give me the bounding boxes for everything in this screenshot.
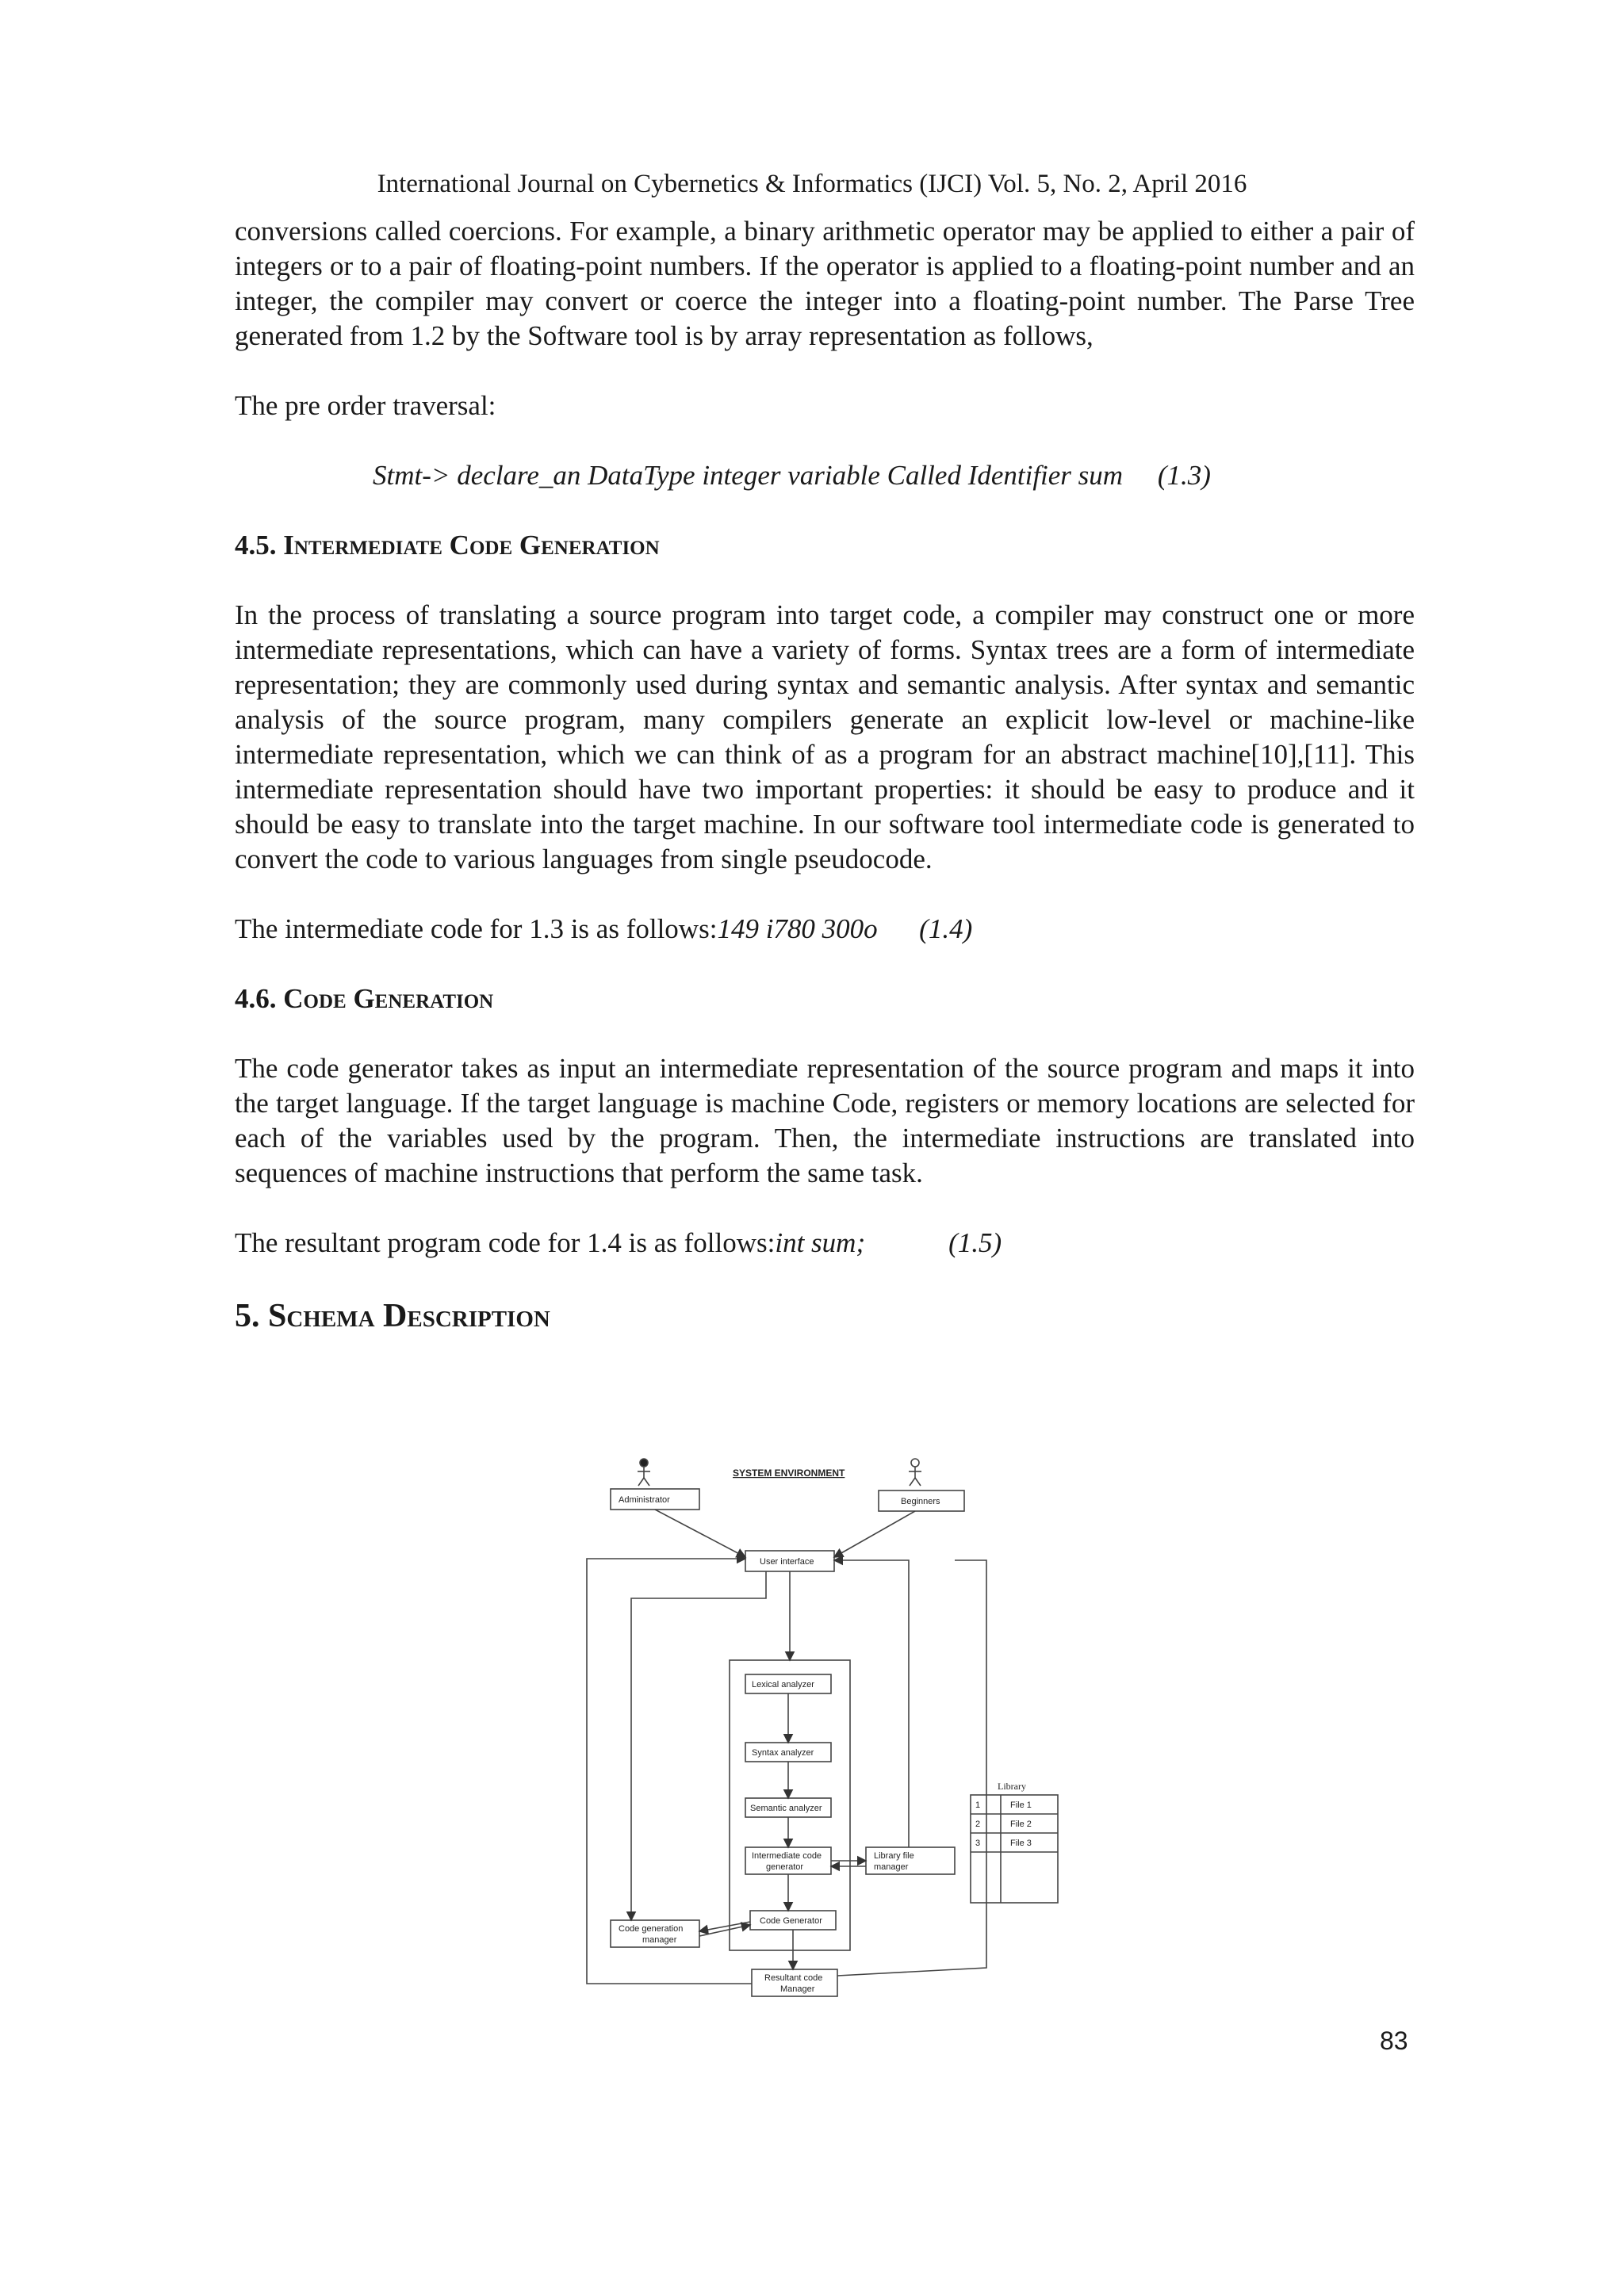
- library-file-manager-label-2: manager: [874, 1862, 909, 1872]
- library-row-2-num: 2: [975, 1820, 981, 1829]
- paragraph-intermediate: In the process of translating a source program into target code, a compiler may construct one or more intermediate representations, which can have a variety of forms. Syntax trees are a form of intermediate representation; they are commonly used during syntax and semantic analysis. After syntax and semantic analysis of the source program, many compilers generate an explicit low-level or machine-like intermediate representation, which we can think of as a program for an abstract machine[10],[11]. This intermediate representation should have two important properties: it should be easy to produce and it should be easy to translate into the target machine. In our software tool intermediate code is generated to convert the code to various languages from single pseudocode.: [235, 599, 1415, 874]
- equation-1-3-number: (1.3): [1157, 460, 1211, 491]
- journal-header: International Journal on Cybernetics & Informatics (IJCI) Vol. 5, No. 2, April 2016: [377, 170, 1247, 198]
- system-environment-diagram: [579, 1452, 1071, 1999]
- paragraph-resultant-code: [235, 1226, 1415, 1261]
- lexical-analyzer-label: Lexical analyzer: [752, 1680, 814, 1689]
- paragraph-preorder: The pre order traversal:: [235, 390, 496, 421]
- diagram-title: SYSTEM ENVIRONMENT: [733, 1468, 845, 1479]
- beginners-actor-icon: [909, 1459, 921, 1486]
- code-generator-label: Code Generator: [760, 1916, 822, 1926]
- resultant-code-label-2: Manager: [780, 1984, 815, 1994]
- section-heading-4-6: 4.6. Code Generation: [235, 983, 494, 1014]
- library-row-1-file: File 1: [1010, 1800, 1032, 1810]
- page-number: 83: [1380, 2026, 1408, 2055]
- equation-1-4-number: (1.4): [919, 913, 973, 944]
- equation-1-5-number: (1.5): [948, 1227, 1002, 1258]
- equation-1-3: [235, 458, 1415, 493]
- library-row-1-num: 1: [975, 1800, 981, 1810]
- page-content: [235, 214, 1415, 1337]
- library-row-2-file: File 2: [1010, 1820, 1032, 1829]
- library-row-3-num: 3: [975, 1839, 981, 1848]
- beginners-label: Beginners: [901, 1497, 940, 1506]
- intermediate-code-value: 149 i780 300o: [717, 913, 878, 944]
- user-interface-label: User interface: [760, 1557, 814, 1567]
- paragraph-intermediate-code: [235, 912, 1415, 947]
- administrator-actor-icon: [638, 1459, 650, 1486]
- code-generation-manager-label-1: Code generation: [619, 1924, 684, 1934]
- library-row-3-file: File 3: [1010, 1839, 1032, 1848]
- paragraph-coercions: conversions called coercions. For example, a binary arithmetic operator may be applied to either a pair of integers or to a pair of floating-point numbers. If the operator is applied to a floating-point number and an integer, the compiler may convert or coerce the integer into a floating-point number. The Parse Tree generated from 1.2 by the Software tool is by array representation as follows,: [235, 216, 1415, 351]
- code-generation-manager-label-2: manager: [642, 1935, 677, 1945]
- intermediate-code-label-2: generator: [766, 1862, 804, 1872]
- diagram-svg: [579, 1452, 1071, 1999]
- resultant-code-value: int sum;: [775, 1227, 866, 1258]
- semantic-analyzer-label: Semantic analyzer: [750, 1804, 822, 1813]
- paragraph-code-generation: The code generator takes as input an intermediate representation of the source program and maps it into the target language. If the target language is machine Code, registers or memory locations are selected for each of the variables used by the program. Then, the intermediate instructions are translated into sequences of machine instructions that perform the same task.: [235, 1053, 1415, 1188]
- section-heading-5: 5. Schema Description: [235, 1298, 550, 1334]
- section-heading-4-5: 4.5. Intermediate Code Generation: [235, 530, 660, 561]
- intermediate-code-label: The intermediate code for 1.3 is as follows:: [235, 913, 718, 944]
- equation-1-3-text: Stmt-> declare_an DataType integer variable Called Identifier sum: [373, 460, 1124, 491]
- library-table: [971, 1795, 1058, 1903]
- intermediate-code-label-1: Intermediate code: [752, 1851, 822, 1861]
- library-file-manager-label-1: Library file: [874, 1851, 914, 1861]
- library-title: Library: [998, 1781, 1026, 1792]
- syntax-analyzer-label: Syntax analyzer: [752, 1748, 814, 1758]
- resultant-code-label: The resultant program code for 1.4 is as follows:: [235, 1227, 776, 1258]
- administrator-label: Administrator: [619, 1495, 670, 1505]
- resultant-code-label-1: Resultant code: [764, 1973, 823, 1983]
